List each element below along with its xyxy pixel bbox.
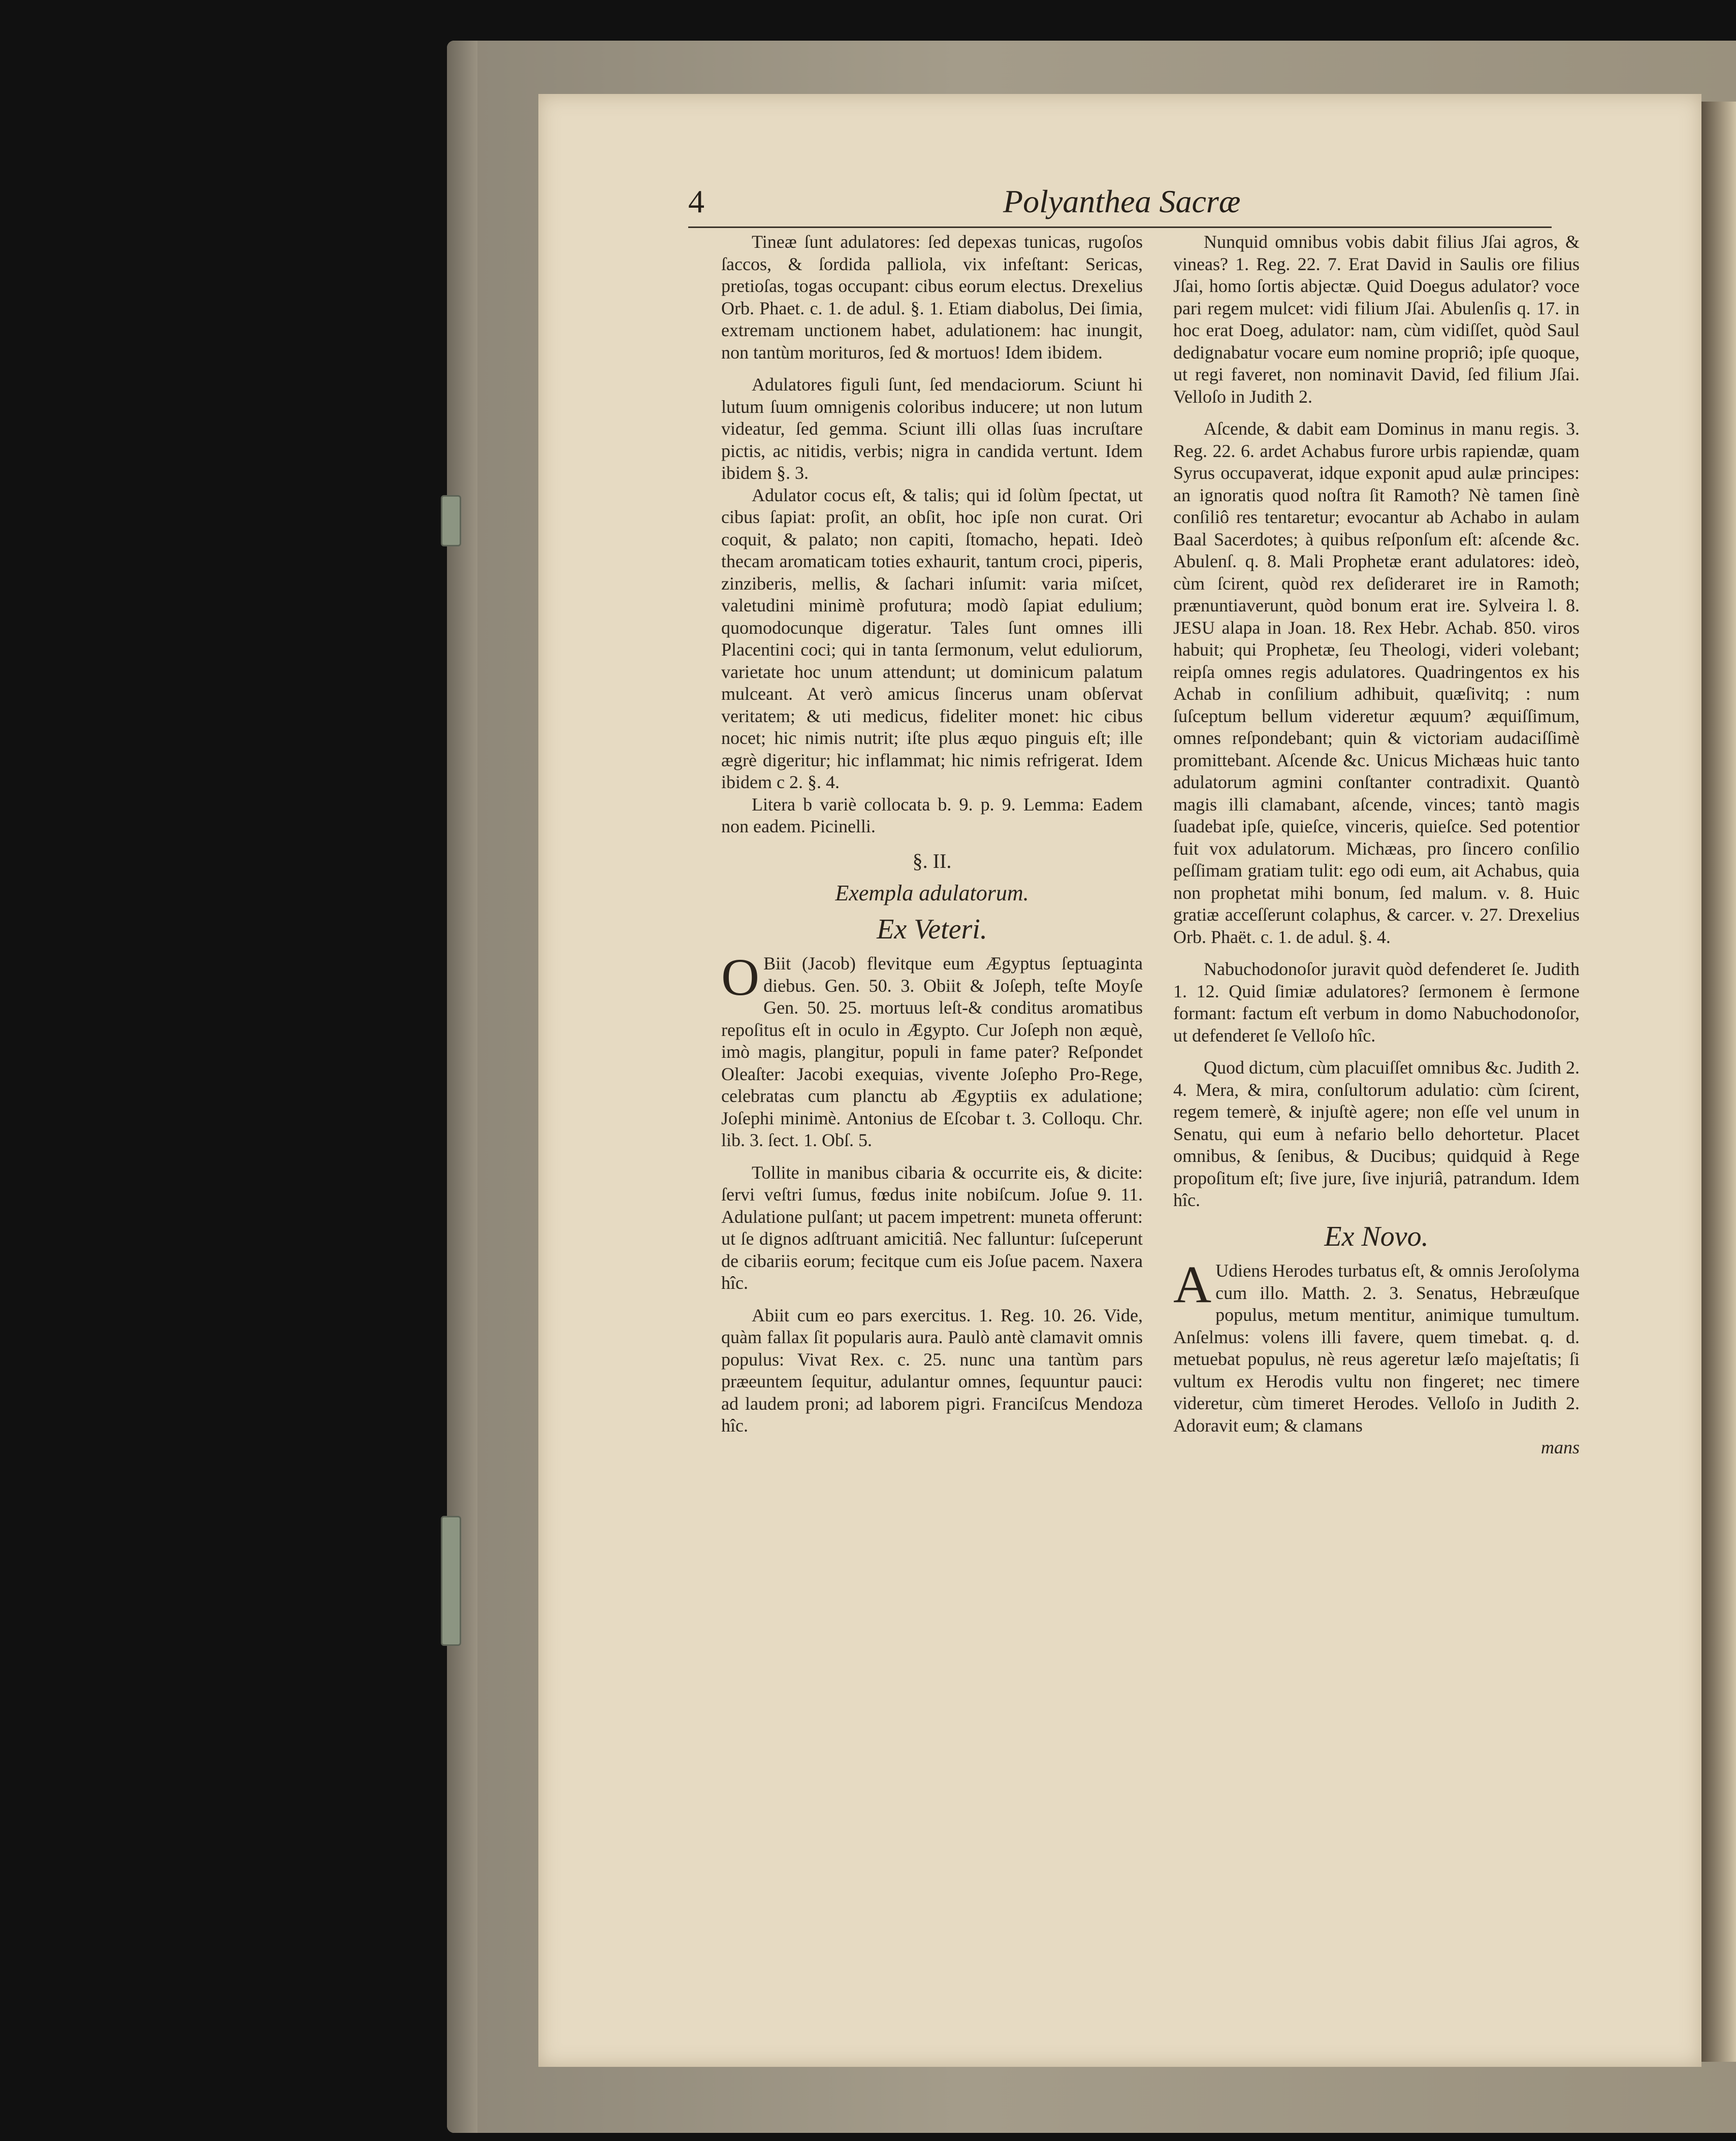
paragraph: Aſcende, & dabit eam Dominus in manu regis. 3. Reg. 22. 6. ardet Achabus furore urbis rapiendæ, quam Syrus occupaverat, idque exponit apud aulæ principes: an ignoratis quod noſtra ſit Ramoth? Nè tamen ſinè conſiliô res tentaretur; evocantur ab Achabo in aulam Baal Sacerdotes; à quibus reſponſum eſt: aſcende &c. Abulenſ. q. 8. Mali Prophetæ erant adulatores: ideò, cùm ſcirent, quòd rex deſideraret ire in Ramoth; prænuntiaverunt, quòd bonum erat ire. Sylveira l. 8. JESU alapa in Joan. 18. Rex Hebr. Achab. 850. viros habuit; qui Prophetæ, ſeu Theologi, videri volebant; reipſa omnes regis adulatores. Quadringentos ex his Achab in conſilium adhibuit, quæſivitq; : num ſuſceptum bellum videretur æquum? æquiſſimum, omnes reſpondebant; quin & victoriam audaciſſimè promittebant. Aſcende &c. Unicus Michæas huic tanto adulatorum agmini conſtanter contradixit. Quantò magis illi clamabant, aſcende, vinces; tantò magis ſuadebat ipſe, quieſce, vinceris, quieſce. Sed potentior fuit vox adulatorum. Michæas, pro ſincero conſilio peſſimam gratiam tulit: ego odi eum, ait Achabus, quia non prophetat mihi bonum, ſed malum. v. 8. Huic gratiæ acceſſerunt colaphus, & carcer. v. 27. Drexelius Orb. Phaët. c. 1. de adul. §. 4. [1173, 418, 1580, 947]
paragraph-with-dropcap [1173, 1255, 1580, 1437]
paragraph: Nabuchodonoſor juravit quòd defenderet ſe. Judith 1. 12. Quid ſimiæ adulatores? ſermonem è ſermone formant: factum eſt verbum in domo Nabuchodonoſor, ut defenderet ſe Velloſo hîc. [1173, 959, 1580, 1046]
paragraph: Nunquid omnibus vobis dabit filius Jſai agros, & vineas? 1. Reg. 22. 7. Erat David in Saulis ore filius Jſai, homo ſortis abjectæ. Quid Doegus adulator? voce pari regem mulcet: vidi filium Jſai. Abulenſis q. 17. in hoc erat Doeg, adulator: nam, cùm vidiſſet, quòd Saul dedignabatur vocare eum nomine propriô; ipſe quoque, ut regi faveret, non nominavit David, ſed filium Jſai. Velloſo in Judith 2. [1173, 232, 1580, 407]
section-title: Exempla adulatorum. [835, 881, 1029, 905]
header-rule [688, 226, 1552, 228]
running-header [688, 183, 1552, 223]
paragraph: Adulatores figuli ſunt, ſed mendaciorum. Sciunt hi lutum ſuum omnigenis coloribus inducere; ut non lutum videatur, ſed gemma. Sciunt illi ollas ſuas incruſtare pictis, ac nitidis, verbis; nigra in candida vertunt. Idem ibidem §. 3. [721, 374, 1143, 483]
catchword: mans [1540, 1437, 1580, 1457]
paragraph: Abiit cum eo pars exercitus. 1. Reg. 10. 26. Vide, quàm fallax ſit popularis aura. Paulò antè clamavit omnis populus: Vivat Rex. c. 25. nunc una tantùm pars præeuntem ſequitur, adulantur omnes, ſequuntur pauci: ad laudem proni; ad laborem pigri. Franciſcus Mendoza hîc. [721, 1305, 1143, 1436]
paragraph: Adulator cocus eſt, & talis; qui id ſolùm ſpectat, ut cibus ſapiat: proſit, an obſit, hoc ipſe non curat. Ori coquit, & palato; non capiti, ſtomacho, hepati. Ideò thecam aromaticam toties exhaurit, tantum croci, piperis, zinziberis, mellis, & ſachari inſumit: varia miſcet, valetudini minimè profutura; modò ſapiat edulium; quomodocunque digeratur. Tales ſunt omnes illi Placentini coci; qui in tanta ſermonum, velut eduliorum, varietate hoc unum attendunt; ut dominicum palatum mulceant. At verò amicus ſincerus unam obſervat veritatem; & uti medicus, fideliter monet: hic cibus nocet; hic nimis nutrit; iſte plus æquo pinguis eſt; ille ægrè digeritur; hic inflammat; hic nimis refrigerat. Idem ibidem c 2. §. 4. [721, 484, 1143, 792]
running-title: Polyanthea Sacræ [1003, 183, 1241, 219]
page-number: 4 [688, 183, 704, 219]
section-heading: Ex Veteri. [877, 913, 987, 945]
paragraph: Tineæ ſunt adulatores: ſed depexas tunicas, rugoſos ſaccos, & ſordida palliola, vix infeſtant: Sericas, pretioſas, togas occupant: cibus eorum electus. Drexelius Orb. Phaet. c. 1. de adul. §. 1. Etiam diabolus, Dei ſimia, extremam unctionem habet, adulationem: hac inungit, non tantùm morituros, ſed & mortuos! Idem ibidem. [721, 232, 1143, 363]
left-column [721, 231, 1143, 1437]
paragraph: Litera b variè collocata b. 9. p. 9. Lemma: Eadem non eadem. Picinelli. [721, 794, 1143, 836]
right-column [1173, 231, 1580, 1459]
clasp-hinge-top [441, 495, 461, 546]
section-mark: §. II. [912, 849, 952, 872]
clasp-hinge-bottom [441, 1516, 461, 1646]
section-heading: Ex Novo. [1324, 1220, 1429, 1252]
paragraph: Quod dictum, cùm placuiſſet omnibus &c. Judith 2. 4. Mera, & mira, conſultorum adulatio: cùm ſcirent, regem temerè, & injuſtè agere; non eſſe vel unum in Senatu, qui eum à nefario bello dehortetur. Placet omnibus, & ſenibus, & Ducibus; quidquid à Rege propoſitum eſt; ſive jure, ſive injuriâ, patrandum. Idem hîc. [1173, 1057, 1580, 1210]
paragraph-with-dropcap [721, 948, 1143, 1152]
book-spine-edge [447, 41, 477, 2133]
drop-cap: A [1173, 1255, 1212, 1314]
paragraph-text: Udiens Herodes turbatus eſt, & omnis Jeroſolyma cum illo. Matth. 2. 3. Senatus, Hebræuſque populus, metum mentitur, animique tumultum. Anſelmus: volens illi favere, quem timebat. q. d. metuebat populus, nè reus ageretur læſo majeſtatis; ſi vultum ex Herodis vultu non fingeret; nec timere videretur, cùm timeret Herodes. Velloſo in Judith 2. Adoravit eum; & clamans [1173, 1260, 1580, 1436]
drop-cap: O [721, 948, 760, 1007]
facing-page-edge [1701, 102, 1736, 2062]
paragraph-text: Biit (Jacob) flevitque eum Ægyptus ſeptuaginta diebus. Gen. 50. 3. Obiit & Joſeph, teſte Moyſe Gen. 50. 25. mortuus leſt-& conditus aromatibus repoſitus eſt in oculo in Ægypto. Cur Joſeph non æquè, imò magis, plangitur, populi in fame pater? Reſpondet Oleaſter: Jacobi exequias, vivente Joſepho Pro-Rege, celebratas cum planctu ab Ægyptiis ex adulatione; Joſephi minimè. Antonius de Eſcobar t. 3. Colloqu. Chr. lib. 3. ſect. 1. Obſ. 5. [721, 953, 1143, 1150]
paragraph: Tollite in manibus cibaria & occurrite eis, & dicite: ſervi veſtri ſumus, fœdus inite nobiſcum. Joſue 9. 11. Adulatione pulſant; ut pacem impetrent: muneta offerunt: ut ſe dignos adſtruant amicitiâ. Nec falluntur: ſuſceperunt de cibariis eorum; fecitque cum eis Joſue pacem. Naxera hîc. [721, 1162, 1143, 1293]
